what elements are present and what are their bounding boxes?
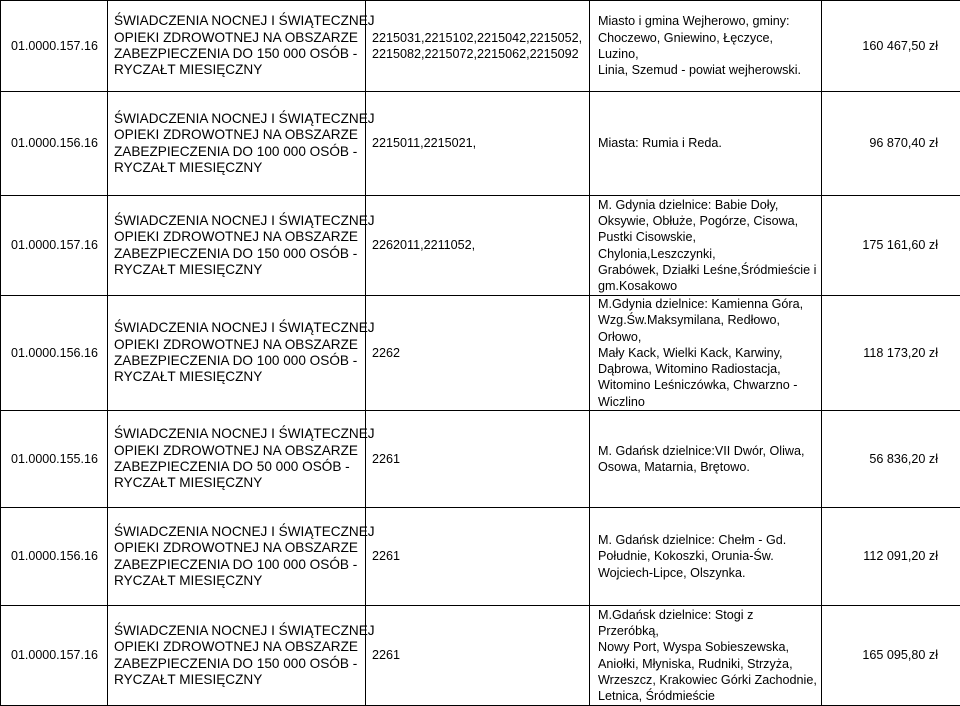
area-description: M. Gdynia dzielnice: Babie Doły, Oksywie, Obłuże, Pogórze, Cisowa, Pustki Cisowskie, Chylonia,Leszczynki, Grabówek, Działki Leśne,Śródmieście i gm.Kosakowo (590, 196, 822, 296)
table-row (1, 92, 960, 196)
territory-codes: 2262011,2211052, (366, 196, 590, 296)
service-name: ŚWIADCZENIA NOCNEJ I ŚWIĄTECZNEJ OPIEKI ZDROWOTNEJ NA OBSZARZE ZABEZPIECZENIA DO 100 000 OSÓB - RYCZAŁT MIESIĘCZNY (108, 508, 366, 606)
territory-codes: 2261 (366, 508, 590, 606)
product-code: 01.0000.155.16 (1, 411, 108, 508)
territory-codes: 2261 (366, 411, 590, 508)
territory-codes: 2215011,2215021, (366, 92, 590, 196)
area-description: M.Gdynia dzielnice: Kamienna Góra, Wzg.Św.Maksymilana, Redłowo, Orłowo, Mały Kack, Wielki Kack, Karwiny, Dąbrowa, Witomino Radiostacja, Witomino Leśniczówka, Chwarzno - Wiczlino (590, 296, 822, 411)
service-name: ŚWIADCZENIA NOCNEJ I ŚWIĄTECZNEJ OPIEKI ZDROWOTNEJ NA OBSZARZE ZABEZPIECZENIA DO 150 000 OSÓB - RYCZAŁT MIESIĘCZNY (108, 1, 366, 92)
area-description: M.Gdańsk dzielnice: Stogi z Przeróbką, Nowy Port, Wyspa Sobieszewska, Aniołki, Młyniska, Rudniki, Strzyża, Wrzeszcz, Krakowiec Górki Zachodnie, Letnica, Śródmieście (590, 606, 822, 706)
table-row (1, 296, 960, 411)
area-description: Miasto i gmina Wejherowo, gminy: Choczewo, Gniewino, Łęczyce, Luzino, Linia, Szemud - powiat wejherowski. (590, 1, 822, 92)
product-code: 01.0000.157.16 (1, 196, 108, 296)
product-code: 01.0000.156.16 (1, 296, 108, 411)
area-description: Miasta: Rumia i Reda. (590, 92, 822, 196)
service-name: ŚWIADCZENIA NOCNEJ I ŚWIĄTECZNEJ OPIEKI ZDROWOTNEJ NA OBSZARZE ZABEZPIECZENIA DO 100 000 OSÓB - RYCZAŁT MIESIĘCZNY (108, 92, 366, 196)
product-code: 01.0000.157.16 (1, 1, 108, 92)
amount: 118 173,20 zł (822, 296, 960, 411)
service-name: ŚWIADCZENIA NOCNEJ I ŚWIĄTECZNEJ OPIEKI ZDROWOTNEJ NA OBSZARZE ZABEZPIECZENIA DO 50 000 OSÓB - RYCZAŁT MIESIĘCZNY (108, 411, 366, 508)
table-row (1, 1, 960, 92)
service-name: ŚWIADCZENIA NOCNEJ I ŚWIĄTECZNEJ OPIEKI ZDROWOTNEJ NA OBSZARZE ZABEZPIECZENIA DO 100 000 OSÓB - RYCZAŁT MIESIĘCZNY (108, 296, 366, 411)
service-name: ŚWIADCZENIA NOCNEJ I ŚWIĄTECZNEJ OPIEKI ZDROWOTNEJ NA OBSZARZE ZABEZPIECZENIA DO 150 000 OSÓB - RYCZAŁT MIESIĘCZNY (108, 606, 366, 706)
area-description: M. Gdańsk dzielnice: Chełm - Gd. Południe, Kokoszki, Orunia-Św. Wojciech-Lipce, Olszynka. (590, 508, 822, 606)
table-row (1, 508, 960, 606)
territory-codes: 2261 (366, 606, 590, 706)
amount: 56 836,20 zł (822, 411, 960, 508)
product-code: 01.0000.156.16 (1, 92, 108, 196)
area-description: M. Gdańsk dzielnice:VII Dwór, Oliwa, Osowa, Matarnia, Brętowo. (590, 411, 822, 508)
service-name: ŚWIADCZENIA NOCNEJ I ŚWIĄTECZNEJ OPIEKI ZDROWOTNEJ NA OBSZARZE ZABEZPIECZENIA DO 150 000 OSÓB - RYCZAŁT MIESIĘCZNY (108, 196, 366, 296)
amount: 96 870,40 zł (822, 92, 960, 196)
product-code: 01.0000.156.16 (1, 508, 108, 606)
territory-codes: 2262 (366, 296, 590, 411)
territory-codes: 2215031,2215102,2215042,2215052, 2215082,2215072,2215062,2215092 (366, 1, 590, 92)
table-row (1, 196, 960, 296)
table-row (1, 411, 960, 508)
amount: 165 095,80 zł (822, 606, 960, 706)
amount: 112 091,20 zł (822, 508, 960, 606)
amount: 160 467,50 zł (822, 1, 960, 92)
product-code: 01.0000.157.16 (1, 606, 108, 706)
amount: 175 161,60 zł (822, 196, 960, 296)
